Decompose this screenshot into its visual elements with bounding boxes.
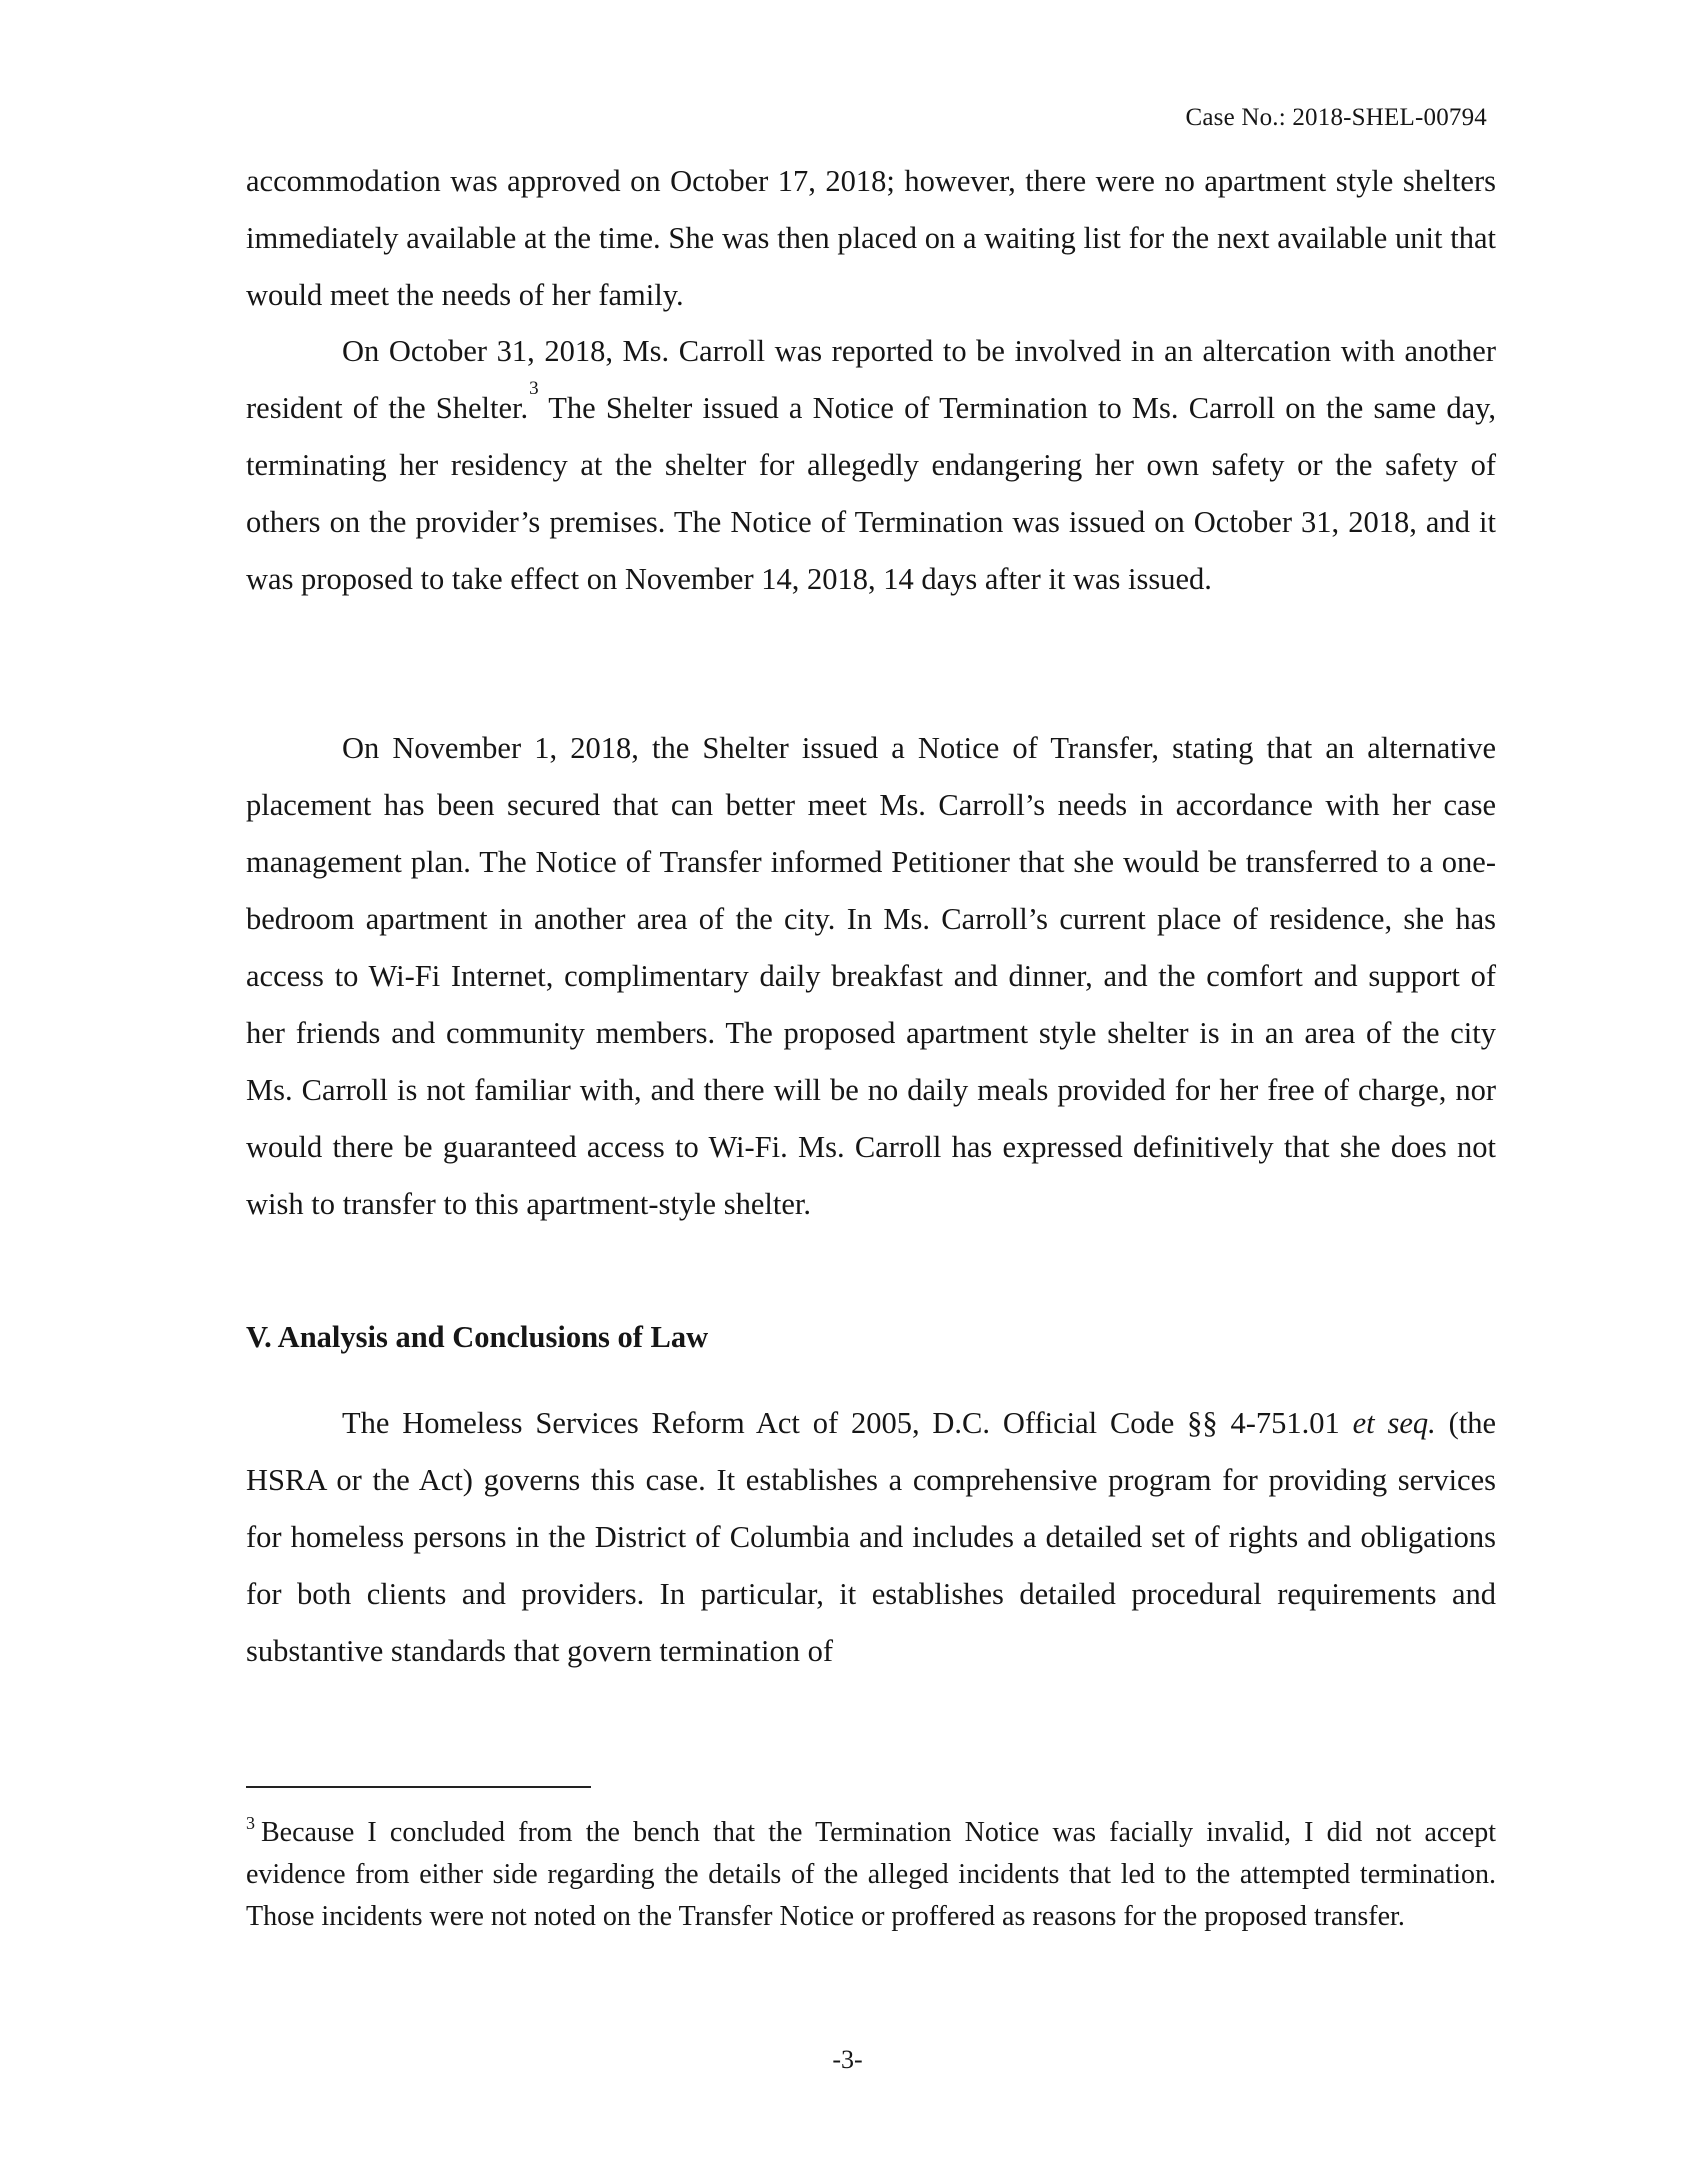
- paragraph-hsra-text-b: (the HSRA or the Act) governs this case. It establishes a comprehensive program for providing services for homeless persons in the District of Columbia and includes a detailed set of rights and obligations for both clients and providers. In particular, it establishes detailed procedural requirements and substantive standards that govern termination of: [246, 1406, 1496, 1668]
- paragraph-hsra-italic: et seq.: [1352, 1406, 1436, 1440]
- case-number-header: Case No.: 2018-SHEL-00794: [1185, 104, 1487, 131]
- footnote-divider: [246, 1786, 591, 1788]
- paragraph-hsra-text-a: The Homeless Services Reform Act of 2005, D.C. Official Code §§ 4-751.01: [342, 1406, 1353, 1440]
- paragraph-altercation-text-b: The Shelter issued a Notice of Termination to Ms. Carroll on the same day, terminating her residency at the shelter for allegedly endangering her own safety or the safety of others on the provider’s premises. The Notice of Termination was issued on October 31, 2018, and it was proposed to take effect on November 14, 2018, 14 days after it was issued.: [246, 391, 1496, 596]
- footnote-number: 3: [246, 1813, 255, 1833]
- paragraph-notice-of-transfer: On November 1, 2018, the Shelter issued a Notice of Transfer, stating that an alternative placement has been secured that can better meet Ms. Carroll’s needs in accordance with her case management plan. The Notice of Transfer informed Petitioner that she would be transferred to a one-bedroom apartment in another area of the city. In Ms. Carroll’s current place of residence, she has access to Wi-Fi Internet, complimentary daily breakfast and dinner, and the comfort and support of her friends and community members. The proposed apartment style shelter is in an area of the city Ms. Carroll is not familiar with, and there will be no daily meals provided for her free of charge, nor would there be guaranteed access to Wi-Fi. Ms. Carroll has expressed definitively that she does not wish to transfer to this apartment-style shelter.: [246, 731, 1496, 1221]
- page-number: -3-: [832, 2045, 863, 2074]
- footnote-3: [246, 1812, 1496, 1938]
- footnote-text: Because I concluded from the bench that the Termination Notice was facially invalid, I did not accept evidence from either side regarding the details of the alleged incidents that led to the attempted termination. Those incidents were not noted on the Transfer Notice or proffered as reasons for the proposed transfer.: [246, 1817, 1496, 1932]
- paragraph-hsra: [246, 1395, 1496, 1680]
- section-heading-analysis: V. Analysis and Conclusions of Law: [246, 1320, 709, 1354]
- footnote-reference-3: 3: [529, 377, 539, 399]
- paragraph-altercation-text-a: On October 31, 2018, Ms. Carroll was reported to be involved in an altercation with another resident of the Shelter.: [246, 334, 1496, 425]
- paragraph-altercation: [246, 323, 1496, 608]
- paragraph-accommodation: accommodation was approved on October 17, 2018; however, there were no apartment style shelters immediately available at the time. She was then placed on a waiting list for the next available unit that would meet the needs of her family.: [246, 164, 1496, 312]
